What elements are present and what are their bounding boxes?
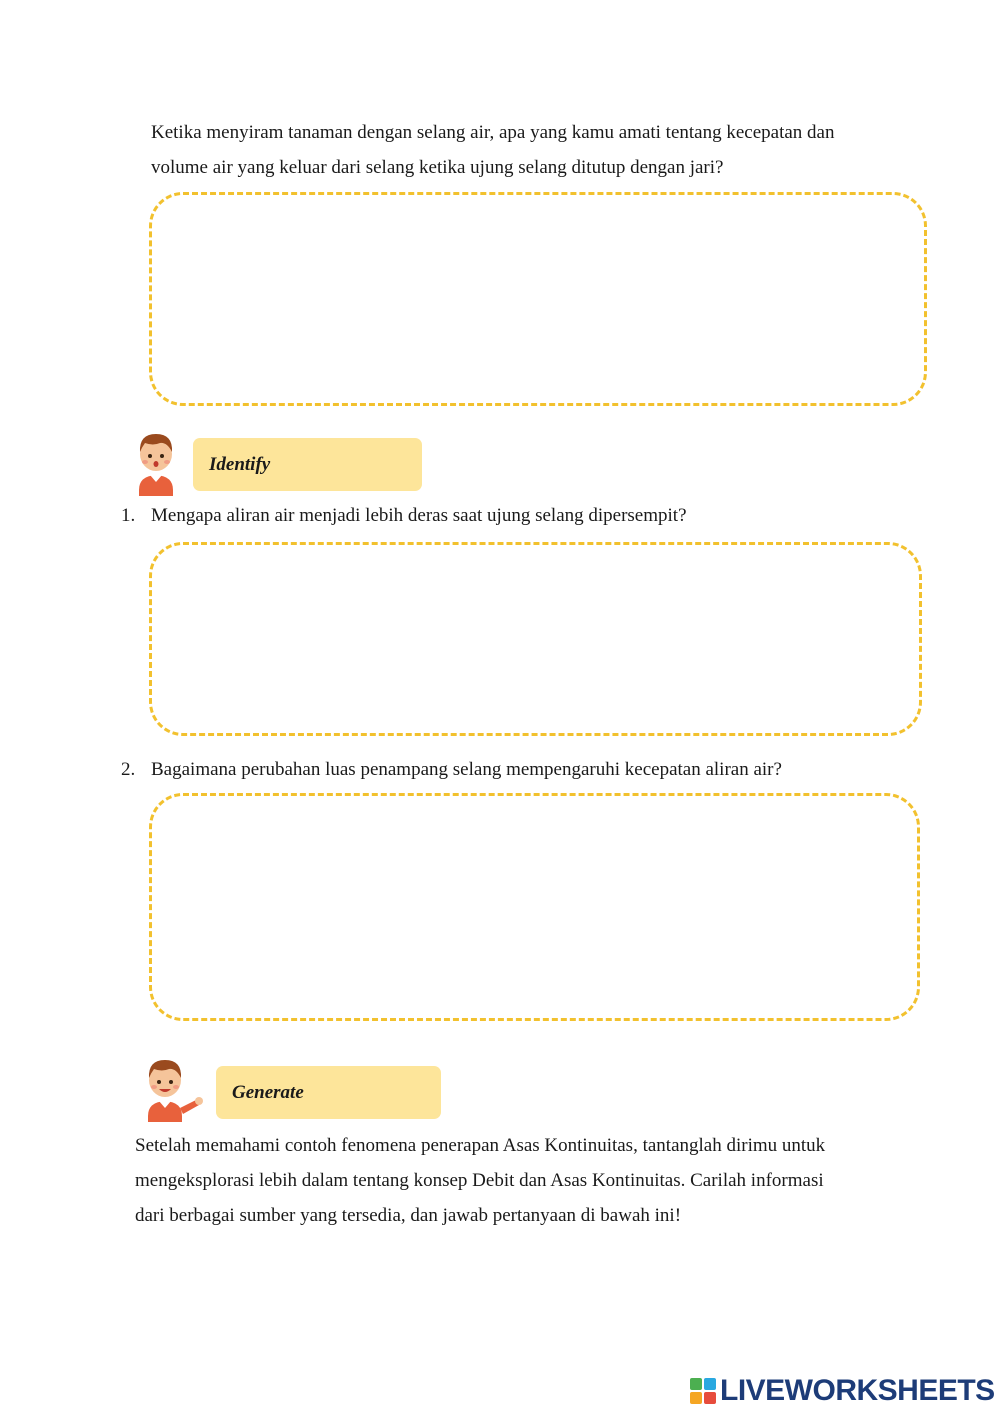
intro-line-2: volume air yang keluar dari selang ketika ujung selang ditutup dengan jari? bbox=[151, 157, 724, 178]
question-2-text: Bagaimana perubahan luas penampang selang mempengaruhi kecepatan aliran air? bbox=[151, 759, 782, 780]
identify-label-text: Identify bbox=[209, 453, 271, 475]
generate-label bbox=[216, 1066, 441, 1119]
generate-line-2: mengeksplorasi lebih dalam tentang konsep Debit dan Asas Kontinuitas. Carilah informasi bbox=[135, 1170, 824, 1191]
boy-pointing-icon bbox=[140, 1056, 206, 1122]
intro-line-1: Ketika menyiram tanaman dengan selang air, apa yang kamu amati tentang kecepatan dan bbox=[151, 122, 835, 143]
identify-label bbox=[193, 438, 422, 491]
generate-label-text: Generate bbox=[232, 1081, 304, 1103]
question-2-number: 2. bbox=[121, 759, 136, 780]
liveworksheets-wordmark: LIVEWORKSHEETS bbox=[720, 1374, 995, 1407]
liveworksheets-logo bbox=[690, 1374, 995, 1408]
question-1-text: Mengapa aliran air menjadi lebih deras saat ujung selang dipersempit? bbox=[151, 505, 687, 526]
question-1-answer-box[interactable] bbox=[149, 542, 922, 736]
liveworksheets-mark-icon bbox=[690, 1378, 716, 1404]
generate-line-3: dari berbagai sumber yang tersedia, dan jawab pertanyaan di bawah ini! bbox=[135, 1205, 682, 1226]
question-1-number: 1. bbox=[121, 505, 136, 526]
boy-thinking-icon bbox=[133, 430, 179, 496]
intro-answer-box[interactable] bbox=[149, 192, 927, 406]
question-2-answer-box[interactable] bbox=[149, 793, 920, 1021]
generate-line-1: Setelah memahami contoh fenomena penerapan Asas Kontinuitas, tantanglah dirimu untuk bbox=[135, 1135, 826, 1156]
